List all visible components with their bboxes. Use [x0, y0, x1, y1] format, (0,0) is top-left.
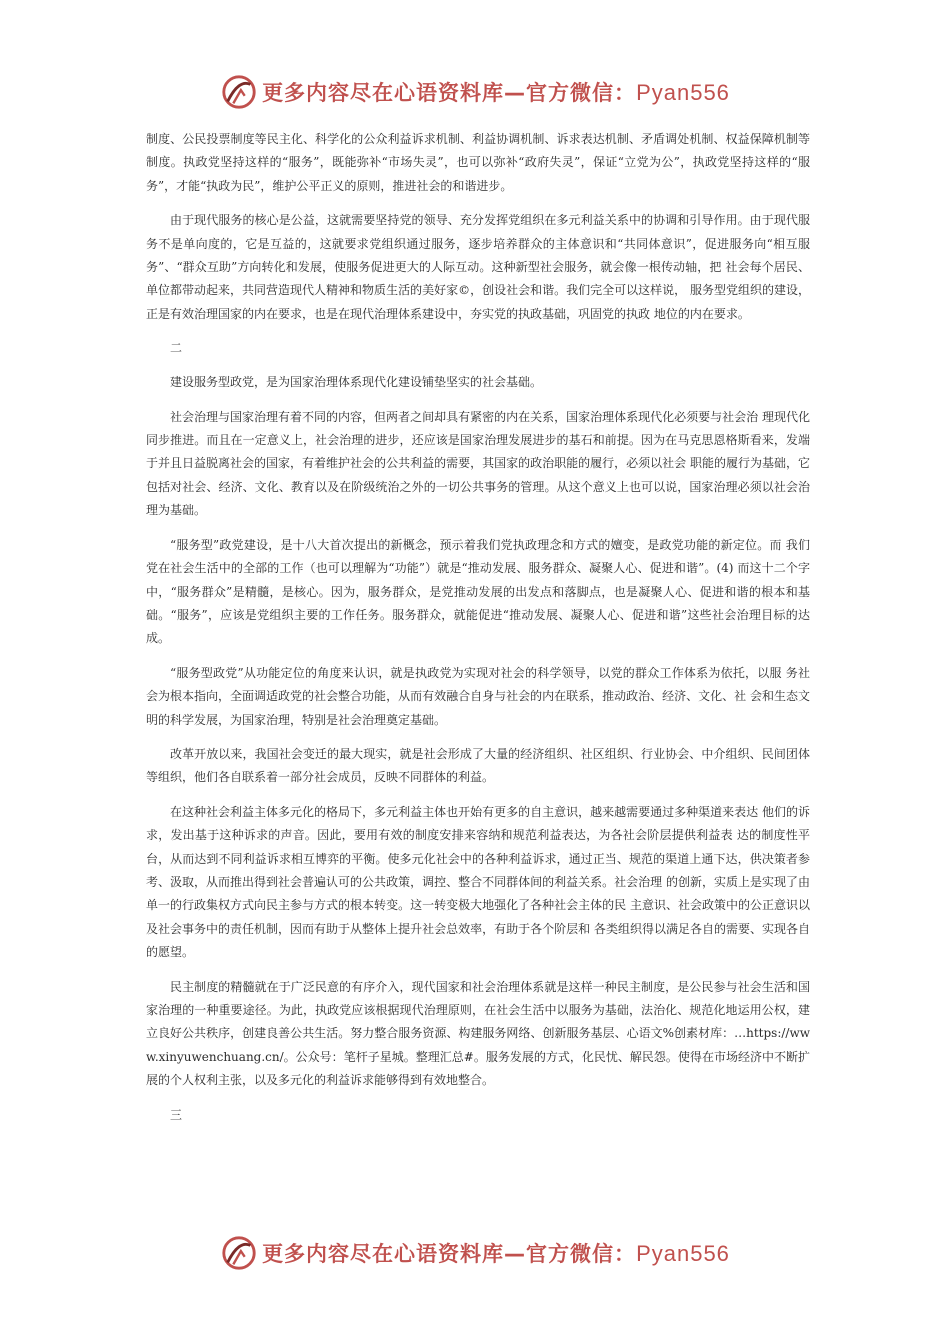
- brand-logo-icon: [220, 73, 258, 111]
- section-number: 三: [170, 1107, 183, 1122]
- banner-text-cn: 更多内容尽在心语资料库—官方微信：: [262, 81, 637, 105]
- paragraph: 在这种社会利益主体多元化的格局下，多元利益主体也开始有更多的自主意识，越来越需要通过多种渠道来表达 他们的诉求，发出基于这种诉求的声音。因此，要用有效的制度安排来容纳和规范利益表达，为各社会阶层提供利益表 达的制度性平台，从而达到不同利益诉求相互博弈的平衡。使多元化社会中的各种利益诉求，通过正当、规范的渠道上通下达，供决策者参考、汲取，从而推出得到社会普遍认可的公共政策，调控、整合不同群体间的利益关系。社会治理 的创新，实质上是实现了由单一的行政集权方式向民主参与方式的根本转变。这一转变极大地强化了各种社会主体的民 主意识、社会政策中的公正意识以及社会事务中的责任机制，因而有助于从整体上提升社会总效率，有助于各个阶层和 各类组织得以满足各自的需要、实现各自的愿望。: [146, 804, 810, 960]
- paragraph: 由于现代服务的核心是公益，这就需要坚持党的领导、充分发挥党组织在多元利益关系中的协调和引导作用。由于现代服务不是单向度的，它是互益的，这就要求党组织通过服务，逐步培养群众的主体意识和“共同体意识”，促进服务向“相互服务”、“群众互助”方向转化和发展，使服务促进更大的人际互动。这种新型社会服务，就会像一根传动轴，把 社会每个居民、单位都带动起来，共同营造现代人精神和物质生活的美好家©，创设社会和谐。我们完全可以这样说， 服务型党组织的建设，正是有效治理国家的内在要求，也是在现代治理体系建设中，夯实党的执政基础，巩固党的执政 地位的内在要求。: [146, 213, 810, 321]
- paragraph: “服务型”政党建设，是十八大首次提出的新概念，预示着我们党执政理念和方式的嬗变，是政党功能的新定位。而 我们党在社会生活中的全部的工作（也可以理解为“功能”）就是“推动发展、服务群众、凝聚人心、促进和谐”。(4) 而这十二个字中，“服务群众”是精髓，是核心。因为，服务群众，是党推动发展的出发点和落脚点，也是凝聚人心、促进和谐的根本和基础。“服务”，应该是党组织主要的工作任务。服务群众，就能促进“推动发展、凝聚人心、促进和谐”这些社会治理目标的达成。: [146, 537, 810, 646]
- banner-text: [262, 77, 730, 107]
- brand-logo-icon: [220, 1234, 258, 1272]
- banner-text-cn: 更多内容尽在心语资料库—官方微信：: [262, 1242, 637, 1266]
- paragraph: 民主制度的精髓就在于广泛民意的有序介入，现代国家和社会治理体系就是这样一种民主制度，是公民参与社会生活和国家治理的一种重要途径。为此，执政党应该根据现代治理原则，在社会生活中以服务为基础，法治化、规范化地运用公权，建立良好公共秩序，创建良善公共生活。努力整合服务资源、构建服务网络、创新服务基层、心语文%创素材库：…https://www.xinyuwenchuang.cn/。公众号：笔杆子星城。整理汇总#。服务发展的方式，化民忧、解民怨。使得在市场经济中不断扩展的个人权利主张，以及多元化的利益诉求能够得到有效地整合。: [146, 979, 810, 1088]
- header-banner: [0, 70, 950, 114]
- banner-wechat-id: Pyan556: [636, 80, 730, 105]
- banner-wechat-id: Pyan556: [636, 1241, 730, 1266]
- paragraph: 制度、公民投票制度等民主化、科学化的公众利益诉求机制、利益协调机制、诉求表达机制、矛盾调处机制、权益保障机制等制度。执政党坚持这样的“服务”，既能弥补“市场失灵”，也可以弥补“政府失灵”，保证“立党为公”，执政党坚持这样的“服务”，才能“执政为民”，维护公平正义的原则，推进社会的和谐进步。: [146, 132, 810, 193]
- paragraph: “服务型政党”从功能定位的角度来认识，就是执政党为实现对社会的科学领导，以党的群众工作体系为依托，以服 务社会为根本指向，全面调适政党的社会整合功能，从而有效融合自身与社会的内在联系，推动政治、经济、文化、社 会和生态文明的科学发展，为国家治理，特别是社会治理奠定基础。: [146, 665, 810, 727]
- section-number: 二: [170, 341, 183, 356]
- paragraph: 建设服务型政党，是为国家治理体系现代化建设铺垫坚实的社会基础。: [170, 375, 543, 390]
- document-body: [146, 128, 810, 1138]
- footer-banner: [0, 1231, 950, 1275]
- paragraph: 改革开放以来，我国社会变迁的最大现实，就是社会形成了大量的经济组织、社区组织、行业协会、中介组织、民间团体等组织，他们各自联系着一部分社会成员，反映不同群体的利益。: [146, 746, 810, 785]
- banner-text: [262, 1238, 730, 1268]
- paragraph: 社会治理与国家治理有着不同的内容，但两者之间却具有紧密的内在关系，国家治理体系现代化必须要与社会治 理现代化同步推进。而且在一定意义上，社会治理的进步，还应该是国家治理发展进步的基石和前提。因为在马克思恩格斯看来，发端于并且日益脱离社会的国家，有着维护社会的公共利益的需要，其国家的政治职能的履行，必须以社会 职能的履行为基础，它包括对社会、经济、文化、教育以及在阶级统治之外的一切公共事务的管理。从这个意义上也可以说，国家治理必须以社会治理为基础。: [146, 409, 810, 518]
